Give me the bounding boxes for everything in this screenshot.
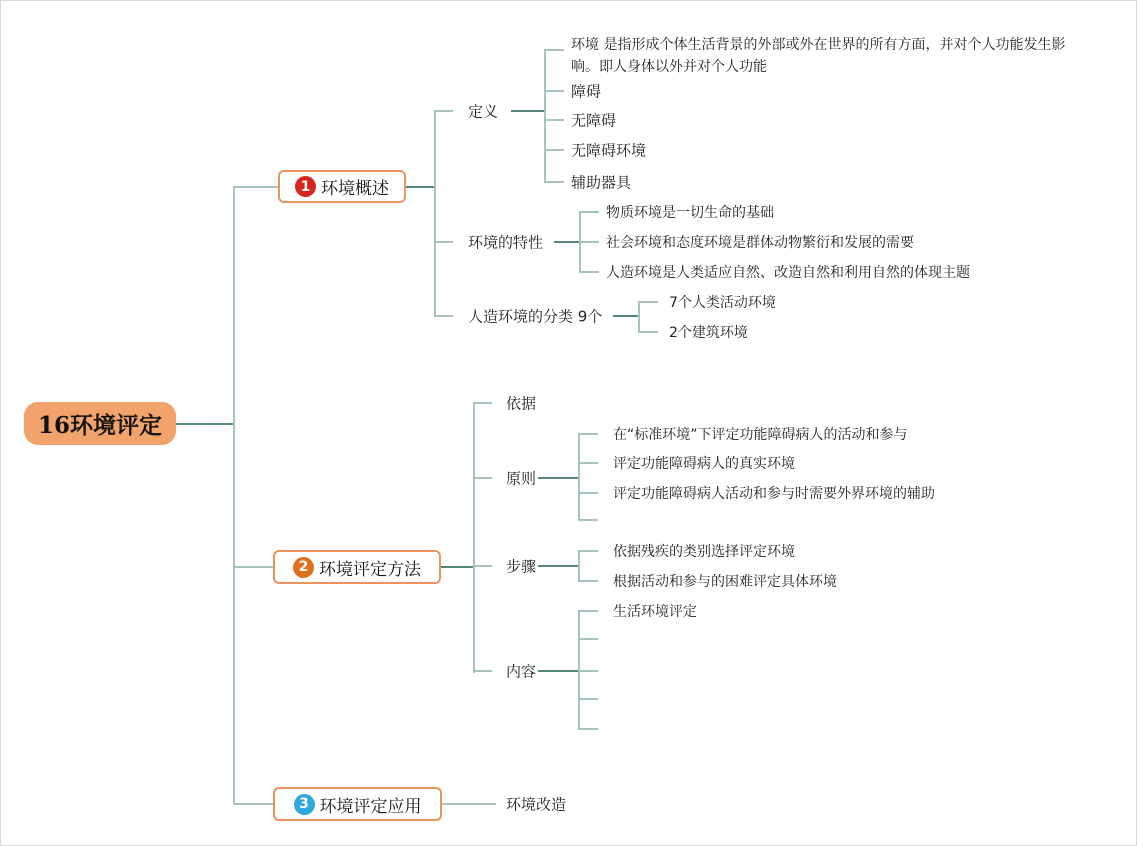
connector-line bbox=[441, 566, 473, 568]
connector-line bbox=[613, 315, 638, 317]
connector-line bbox=[511, 110, 544, 112]
node-manmade-classification[interactable]: 人造环境的分类 9个 bbox=[468, 307, 603, 326]
node-social-env[interactable]: 社会环境和态度环境是群体动物繁衍和发展的需要 bbox=[606, 235, 914, 251]
branch-node-methods[interactable] bbox=[273, 550, 441, 584]
node-barrier[interactable]: 障碍 bbox=[571, 82, 602, 101]
node-step-2[interactable]: 根据活动和参与的困难评定具体环境 bbox=[613, 574, 837, 590]
connector-line bbox=[544, 119, 564, 121]
connector-line bbox=[544, 49, 546, 183]
connector-line bbox=[579, 241, 599, 243]
connector-line bbox=[473, 670, 492, 672]
connector-line bbox=[578, 462, 598, 464]
root-node[interactable] bbox=[24, 402, 176, 445]
node-step-1[interactable]: 依据残疾的类别选择评定环境 bbox=[613, 544, 795, 560]
connector-line bbox=[473, 402, 492, 404]
branch-node-overview[interactable] bbox=[278, 170, 406, 203]
node-living-env-assessment[interactable]: 生活环境评定 bbox=[613, 604, 697, 620]
connector-line bbox=[578, 550, 598, 552]
connector-line bbox=[579, 211, 599, 213]
connector-line bbox=[233, 566, 273, 568]
connector-line bbox=[578, 670, 598, 672]
connector-line bbox=[538, 670, 578, 672]
node-barrier-free[interactable]: 无障碍 bbox=[571, 111, 617, 130]
connector-line bbox=[538, 477, 578, 479]
connector-line bbox=[233, 186, 235, 805]
connector-line bbox=[578, 580, 598, 582]
node-activity-env[interactable]: 7个人类活动环境 bbox=[669, 295, 776, 311]
connector-line bbox=[473, 565, 492, 567]
branch-badge-1: 1 bbox=[295, 176, 316, 197]
connector-line bbox=[434, 110, 436, 317]
connector-line bbox=[578, 638, 598, 640]
connector-line bbox=[233, 186, 278, 188]
connector-line bbox=[578, 433, 598, 435]
connector-line bbox=[638, 331, 658, 333]
node-env-characteristics[interactable]: 环境的特性 bbox=[468, 233, 544, 252]
connector-line bbox=[434, 241, 453, 243]
node-env-modification[interactable]: 环境改造 bbox=[506, 795, 567, 814]
node-building-env[interactable]: 2个建筑环境 bbox=[669, 325, 748, 341]
connector-line bbox=[544, 90, 564, 92]
connector-line bbox=[578, 492, 598, 494]
connector-line bbox=[638, 301, 658, 303]
connector-line bbox=[434, 110, 453, 112]
branch-label-methods: 环境评定方法 bbox=[319, 559, 421, 580]
connector-line bbox=[544, 181, 564, 183]
node-assistive-devices[interactable]: 辅助器具 bbox=[571, 173, 632, 192]
node-principle-1[interactable]: 在“标准环境”下评定功能障碍病人的活动和参与 bbox=[613, 427, 908, 443]
connector-line bbox=[406, 186, 434, 188]
node-principle-2[interactable]: 评定功能障碍病人的真实环境 bbox=[613, 456, 795, 472]
branch-label-overview: 环境概述 bbox=[321, 179, 389, 199]
connector-line bbox=[578, 610, 598, 612]
connector-line bbox=[578, 698, 598, 700]
node-basis[interactable]: 依据 bbox=[506, 394, 537, 413]
connector-line bbox=[579, 271, 599, 273]
branch-badge-2: 2 bbox=[293, 557, 314, 578]
connector-line bbox=[578, 550, 580, 582]
root-node-label: 16环境评定 bbox=[37, 412, 162, 439]
connector-line bbox=[176, 423, 233, 425]
node-barrier-free-environment[interactable]: 无障碍环境 bbox=[571, 141, 647, 160]
branch-label-application: 环境评定应用 bbox=[319, 796, 422, 817]
connector-line bbox=[434, 315, 453, 317]
connector-line bbox=[554, 241, 579, 243]
connector-line bbox=[544, 49, 564, 51]
connector-line bbox=[578, 519, 598, 521]
connector-line bbox=[538, 565, 578, 567]
branch-node-application[interactable] bbox=[273, 787, 442, 821]
node-material-env[interactable]: 物质环境是一切生命的基础 bbox=[606, 205, 774, 221]
connector-line bbox=[578, 728, 598, 730]
connector-line bbox=[578, 433, 580, 521]
node-principles[interactable]: 原则 bbox=[506, 469, 537, 488]
connector-line bbox=[544, 149, 564, 151]
connector-line bbox=[233, 803, 273, 805]
branch-badge-3: 3 bbox=[294, 794, 315, 815]
connector-line bbox=[473, 477, 492, 479]
connector-line bbox=[473, 402, 475, 673]
node-steps[interactable]: 步骤 bbox=[506, 557, 537, 576]
node-definition[interactable]: 定义 bbox=[468, 102, 499, 121]
node-manmade-env[interactable]: 人造环境是人类适应自然、改造自然和利用自然的体现主题 bbox=[606, 265, 970, 281]
connector-line bbox=[442, 803, 496, 805]
connector-line bbox=[638, 301, 640, 333]
node-content[interactable]: 内容 bbox=[506, 662, 537, 681]
node-principle-3[interactable]: 评定功能障碍病人活动和参与时需要外界环境的辅助 bbox=[613, 486, 935, 502]
node-definition-text[interactable]: 环境 是指形成个体生活背景的外部或外在世界的所有方面，并对个人功能发生影响。即人身体以外并对个人功能 bbox=[571, 37, 1066, 75]
